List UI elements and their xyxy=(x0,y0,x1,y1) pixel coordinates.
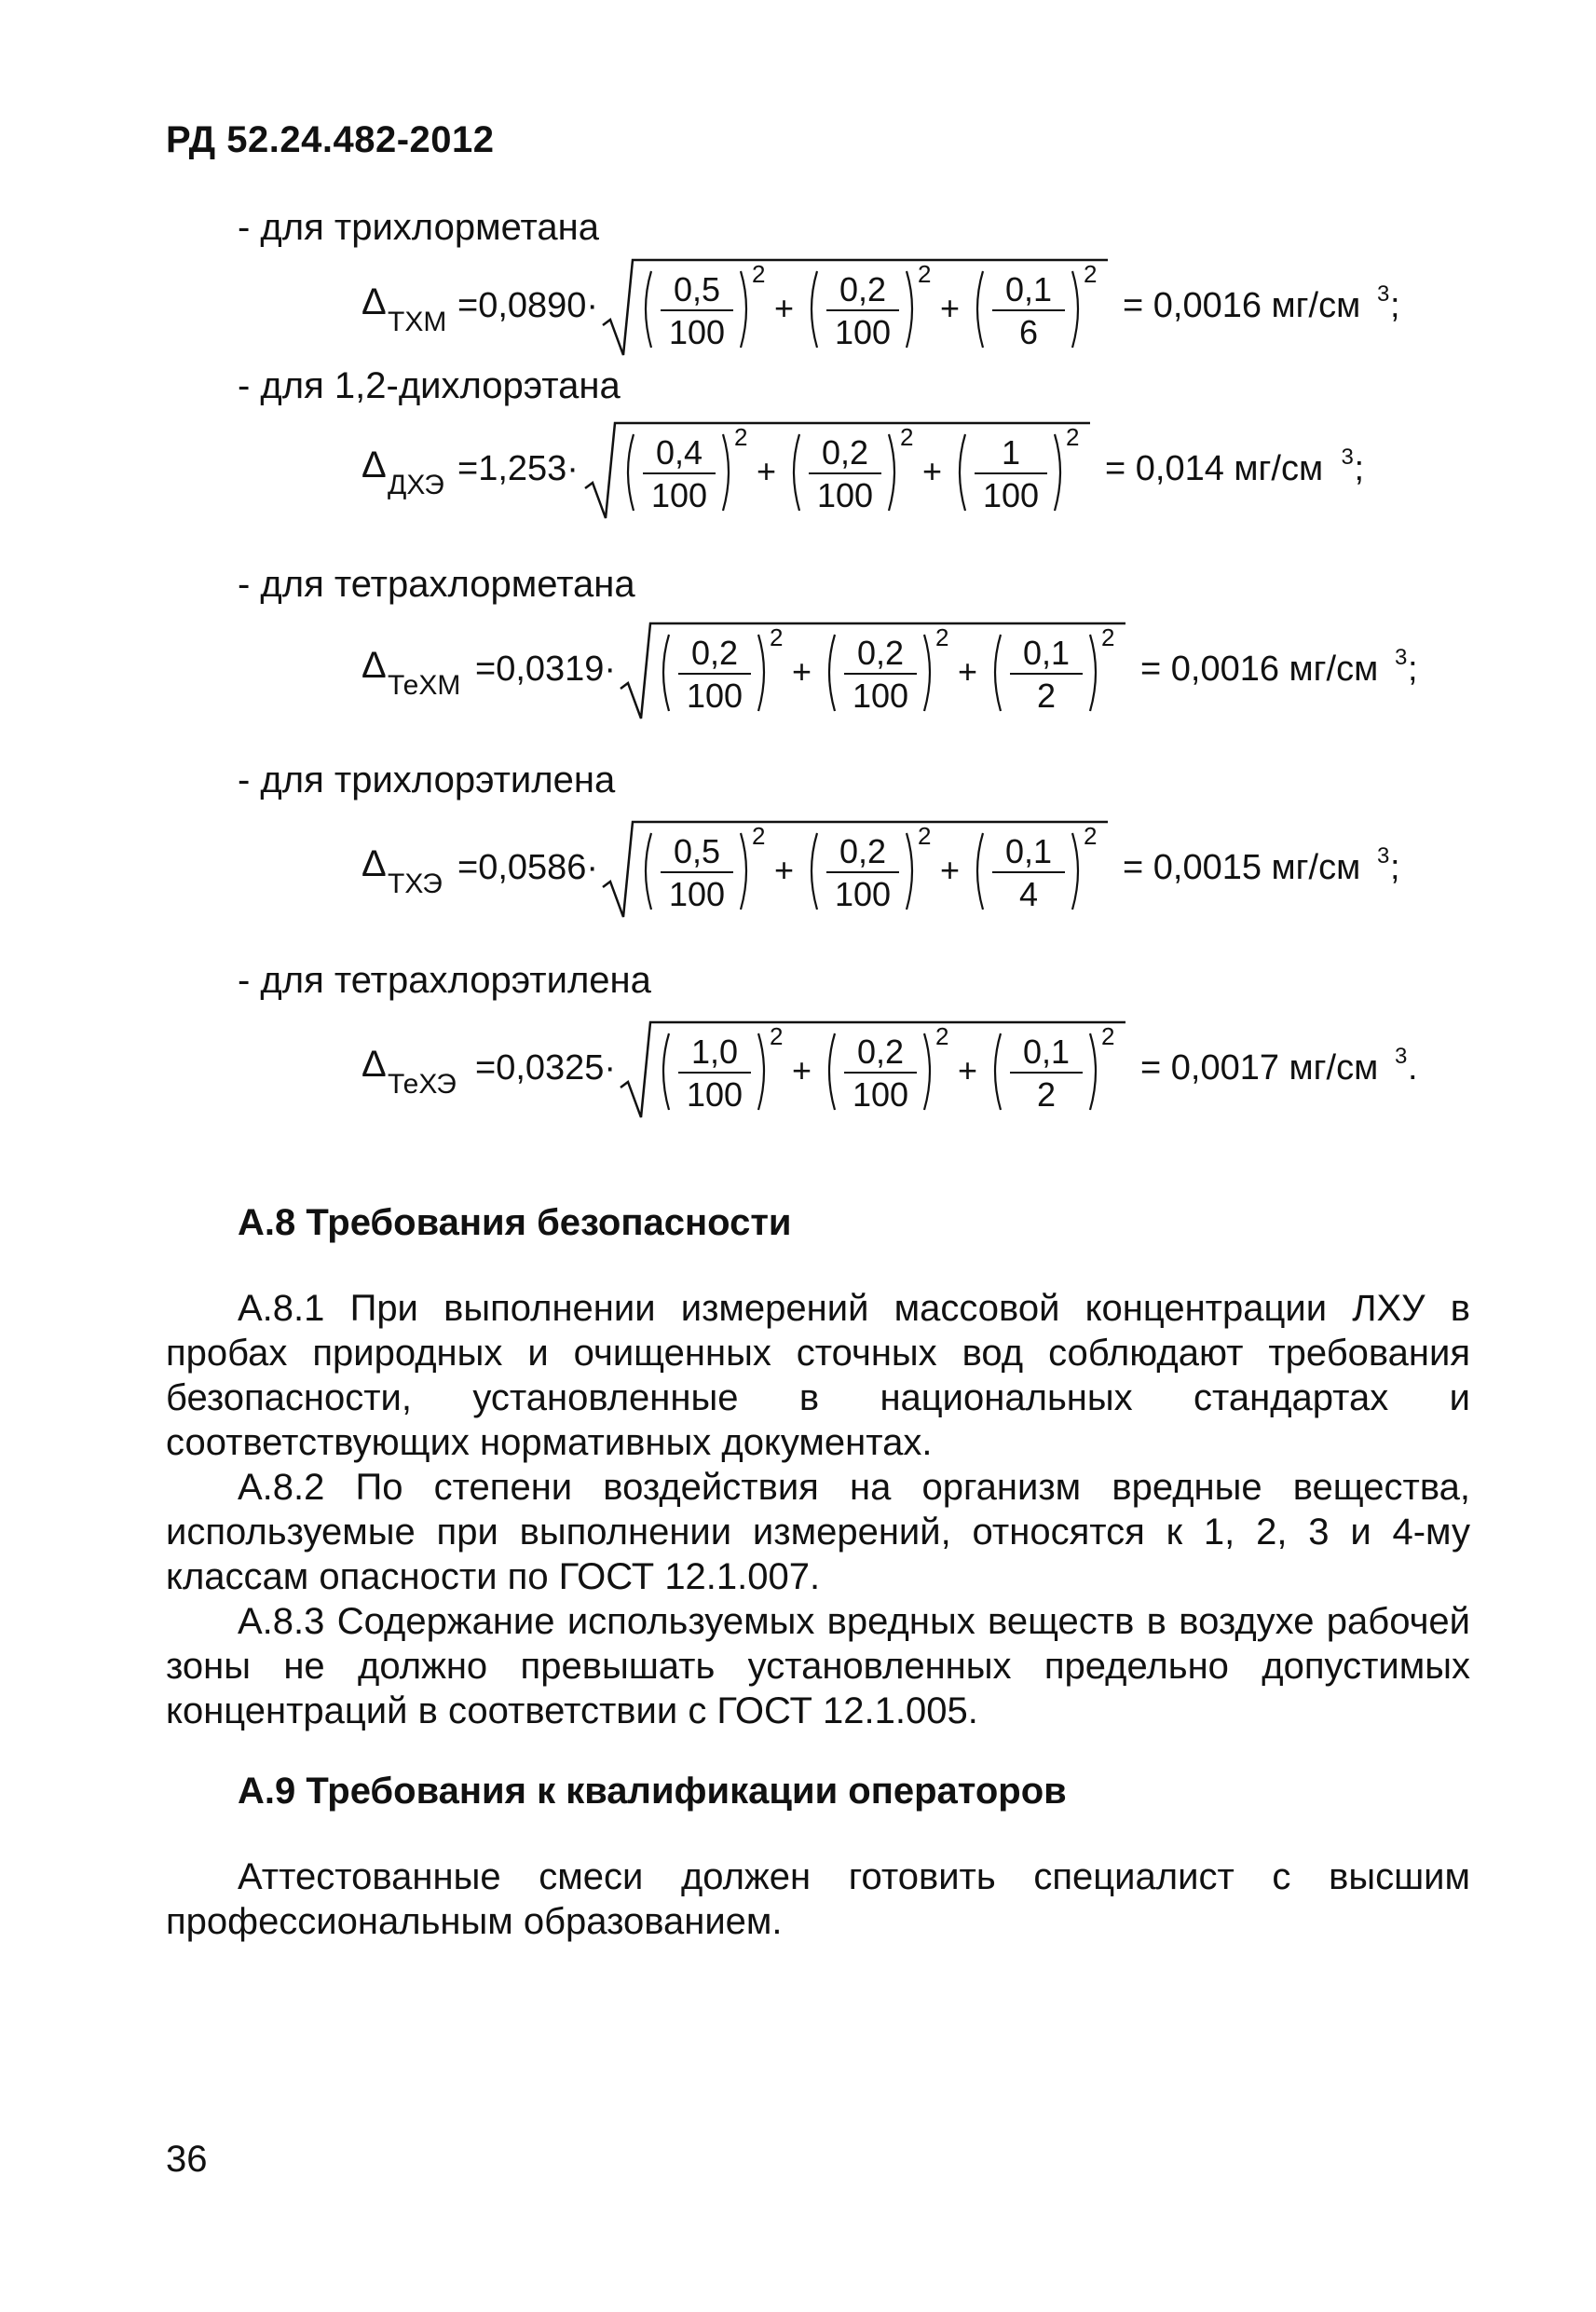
result-value: = 0,0015 мг/см xyxy=(1123,848,1361,887)
power-exponent: 2 xyxy=(770,623,784,651)
delta-symbol: Δ xyxy=(361,843,387,884)
power-exponent: 2 xyxy=(1066,423,1080,451)
paragraph-a82: А.8.2 По степени воздействия на организм вредные вещества, используемые при выполнении измерений, относятся к 1, 2, 3 и 4-му классам опасности по ГОСТ 12.1.007. xyxy=(166,1467,1470,1597)
power-exponent: 2 xyxy=(770,1022,784,1050)
result-punctuation: . xyxy=(1408,1048,1418,1088)
formula-label-trichloromethane: - для трихлорметана xyxy=(238,207,599,248)
result-exponent: 3 xyxy=(1395,1044,1408,1069)
fraction-numerator: 0,1 xyxy=(1004,270,1053,308)
formula-svg xyxy=(354,610,1472,750)
formula-label-tetrachloroethylene: - для тетрахлорэтилена xyxy=(238,960,651,1001)
formula-svg xyxy=(354,410,1472,550)
left-paren xyxy=(995,1033,1001,1110)
coefficient: =1,253· xyxy=(457,449,579,488)
left-paren xyxy=(829,1033,835,1110)
fraction-numerator: 1,0 xyxy=(690,1033,739,1071)
left-paren xyxy=(646,833,651,910)
delta-symbol: Δ xyxy=(361,281,387,322)
formula-label-tetrachloromethane: - для тетрахлорметана xyxy=(238,564,635,605)
right-paren xyxy=(741,271,746,348)
left-paren xyxy=(829,635,835,711)
right-paren xyxy=(1090,1033,1096,1110)
fraction-denominator: 100 xyxy=(650,476,708,514)
plus-sign: + xyxy=(774,289,795,327)
fraction-numerator: 0,2 xyxy=(856,634,905,672)
right-paren xyxy=(924,1033,930,1110)
left-paren xyxy=(628,434,634,511)
fraction-numerator: 0,2 xyxy=(839,270,887,308)
plus-sign: + xyxy=(958,652,978,691)
plus-sign: + xyxy=(792,1051,812,1089)
plus-sign: + xyxy=(940,851,961,889)
right-paren xyxy=(758,635,764,711)
plus-sign: + xyxy=(940,289,961,327)
right-paren xyxy=(723,434,729,511)
left-paren xyxy=(977,271,983,348)
fraction-numerator: 1 xyxy=(1001,433,1021,472)
formula-trichloroethylene xyxy=(354,809,1472,949)
formula-svg xyxy=(354,809,1472,949)
power-exponent: 2 xyxy=(1101,1022,1115,1050)
power-exponent: 2 xyxy=(935,1022,949,1050)
fraction-numerator: 0,2 xyxy=(690,634,739,672)
fraction-denominator: 100 xyxy=(852,1075,909,1114)
coefficient: =0,0890· xyxy=(457,286,599,325)
fraction-numerator: 0,5 xyxy=(673,270,721,308)
left-paren xyxy=(663,1033,669,1110)
left-paren xyxy=(977,833,983,910)
delta-subscript: ТХЭ xyxy=(388,869,443,899)
section-title-safety: А.8 Требования безопасности xyxy=(238,1202,792,1243)
delta-symbol: Δ xyxy=(361,645,387,686)
right-paren xyxy=(1055,434,1060,511)
left-paren xyxy=(812,833,817,910)
formula-tetrachloromethane xyxy=(354,610,1472,750)
power-exponent: 2 xyxy=(734,423,748,451)
left-paren xyxy=(995,635,1001,711)
result-exponent: 3 xyxy=(1377,843,1390,869)
right-paren xyxy=(1072,833,1078,910)
plus-sign: + xyxy=(958,1051,978,1089)
power-exponent: 2 xyxy=(752,260,766,288)
coefficient: =0,0586· xyxy=(457,848,599,887)
left-paren xyxy=(812,271,817,348)
delta-subscript: ДХЭ xyxy=(388,470,444,500)
power-exponent: 2 xyxy=(1084,822,1098,850)
fraction-numerator: 0,5 xyxy=(673,832,721,870)
coefficient: =0,0325· xyxy=(475,1048,617,1088)
power-exponent: 2 xyxy=(1101,623,1115,651)
fraction-denominator: 2 xyxy=(1036,677,1057,715)
left-paren xyxy=(646,271,651,348)
plus-sign: + xyxy=(792,652,812,691)
right-paren xyxy=(1090,635,1096,711)
fraction-denominator: 2 xyxy=(1036,1075,1057,1114)
result-punctuation: ; xyxy=(1390,848,1400,887)
right-paren xyxy=(889,434,894,511)
fraction-denominator: 100 xyxy=(982,476,1040,514)
result-value: = 0,0017 мг/см xyxy=(1140,1048,1379,1088)
power-exponent: 2 xyxy=(1084,260,1098,288)
fraction-denominator: 100 xyxy=(834,313,892,351)
formula-label-dichloroethane: - для 1,2-дихлорэтана xyxy=(238,365,621,406)
right-paren xyxy=(907,833,912,910)
formula-trichloromethane xyxy=(354,247,1472,387)
formula-svg xyxy=(354,1009,1472,1149)
page-number: 36 xyxy=(166,2139,208,2180)
paragraph-a81: А.8.1 При выполнении измерений массовой концентрации ЛХУ в пробах природных и очищенных сточных вод соблюдают требования безопасности, установленные в национальных стандартах и соответствующих нормативных документах. xyxy=(166,1288,1470,1463)
power-exponent: 2 xyxy=(752,822,766,850)
result-exponent: 3 xyxy=(1341,445,1354,470)
fraction-denominator: 4 xyxy=(1018,875,1039,913)
fraction-denominator: 100 xyxy=(816,476,874,514)
right-paren xyxy=(1072,271,1078,348)
fraction-denominator: 100 xyxy=(668,875,726,913)
result-punctuation: ; xyxy=(1390,286,1400,325)
formula-svg xyxy=(354,247,1472,387)
result-value: = 0,014 мг/см xyxy=(1105,449,1324,488)
power-exponent: 2 xyxy=(918,822,932,850)
paragraph-a9: Аттестованные смеси должен готовить специалист с высшим профессиональным образованием. xyxy=(166,1856,1470,1942)
fraction-denominator: 100 xyxy=(852,677,909,715)
power-exponent: 2 xyxy=(918,260,932,288)
power-exponent: 2 xyxy=(935,623,949,651)
fraction-numerator: 0,1 xyxy=(1004,832,1053,870)
delta-symbol: Δ xyxy=(361,445,387,486)
left-paren xyxy=(663,635,669,711)
result-exponent: 3 xyxy=(1377,281,1390,307)
result-value: = 0,0016 мг/см xyxy=(1123,286,1361,325)
result-exponent: 3 xyxy=(1395,645,1408,670)
result-value: = 0,0016 мг/см xyxy=(1140,650,1379,689)
formula-tetrachloroethylene xyxy=(354,1009,1472,1149)
document-header: РД 52.24.482-2012 xyxy=(166,119,495,160)
delta-subscript: ТеХЭ xyxy=(388,1069,457,1100)
plus-sign: + xyxy=(922,452,943,490)
delta-subscript: ТеХМ xyxy=(388,670,461,701)
fraction-numerator: 0,1 xyxy=(1022,1033,1071,1071)
power-exponent: 2 xyxy=(900,423,914,451)
fraction-denominator: 100 xyxy=(668,313,726,351)
fraction-numerator: 0,4 xyxy=(655,433,703,472)
result-punctuation: ; xyxy=(1354,449,1365,488)
plus-sign: + xyxy=(774,851,795,889)
result-punctuation: ; xyxy=(1408,650,1418,689)
formula-dichloroethane xyxy=(354,410,1472,550)
fraction-denominator: 100 xyxy=(686,1075,743,1114)
left-paren xyxy=(794,434,799,511)
formula-label-trichloroethylene: - для трихлорэтилена xyxy=(238,759,616,800)
right-paren xyxy=(924,635,930,711)
right-paren xyxy=(741,833,746,910)
fraction-denominator: 100 xyxy=(686,677,743,715)
right-paren xyxy=(758,1033,764,1110)
delta-subscript: ТХМ xyxy=(388,307,447,337)
left-paren xyxy=(960,434,965,511)
coefficient: =0,0319· xyxy=(475,650,617,689)
plus-sign: + xyxy=(757,452,777,490)
delta-symbol: Δ xyxy=(361,1044,387,1085)
section-title-qualification: А.9 Требования к квалификации операторов xyxy=(238,1771,1067,1812)
fraction-denominator: 100 xyxy=(834,875,892,913)
fraction-numerator: 0,2 xyxy=(839,832,887,870)
right-paren xyxy=(907,271,912,348)
fraction-denominator: 6 xyxy=(1018,313,1039,351)
paragraph-a83: А.8.3 Содержание используемых вредных веществ в воздухе рабочей зоны не должно превышать установленных предельно допустимых концентраций в соответствии с ГОСТ 12.1.005. xyxy=(166,1601,1470,1731)
fraction-numerator: 0,2 xyxy=(856,1033,905,1071)
fraction-numerator: 0,1 xyxy=(1022,634,1071,672)
fraction-numerator: 0,2 xyxy=(821,433,869,472)
